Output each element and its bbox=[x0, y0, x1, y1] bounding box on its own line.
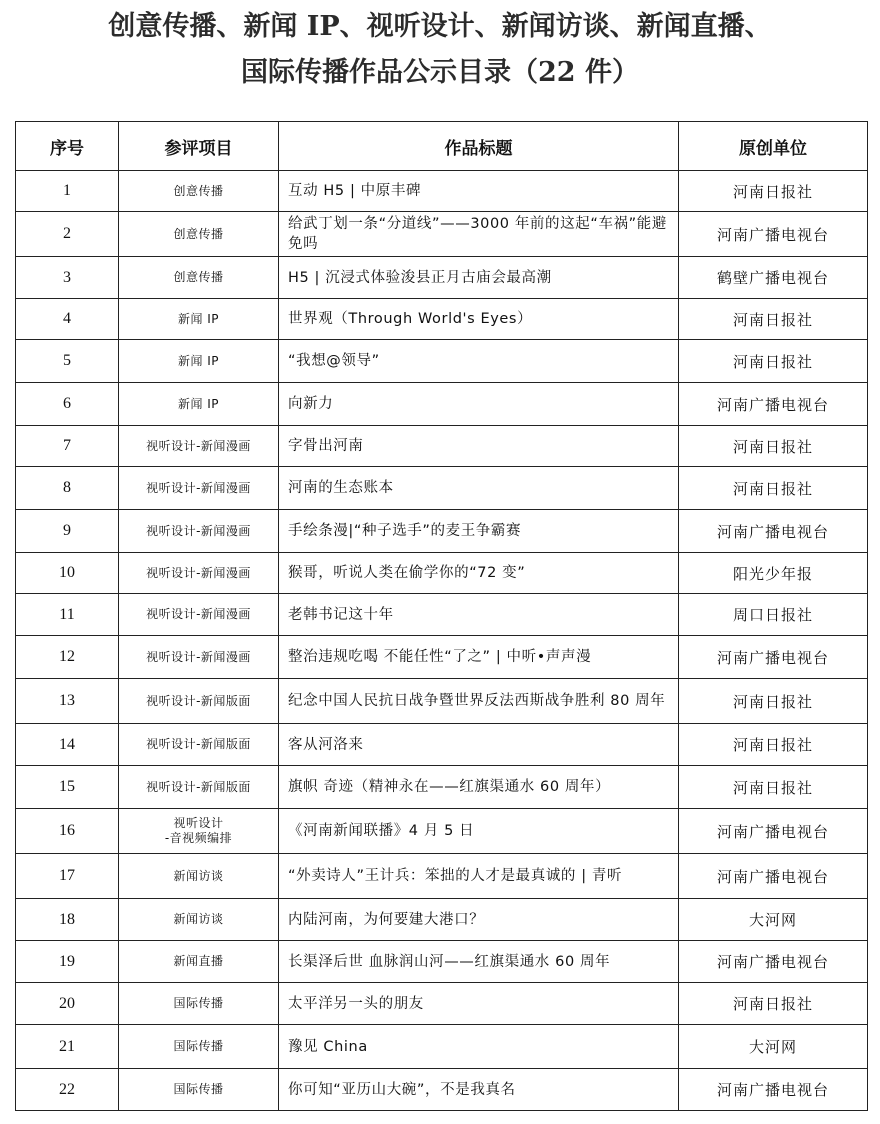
row-category: 视听设计-新闻版面 bbox=[119, 679, 279, 724]
table-row bbox=[16, 724, 868, 766]
table-row bbox=[16, 983, 868, 1025]
row-serial-number: 9 bbox=[16, 510, 119, 553]
row-original-unit: 鹤壁广播电视台 bbox=[679, 257, 868, 299]
table-row bbox=[16, 809, 868, 854]
row-original-unit: 河南日报社 bbox=[679, 299, 868, 340]
table-header-row bbox=[16, 122, 868, 171]
table-row bbox=[16, 299, 868, 340]
row-work-title: 给武丁划一条“分道线”——3000 年前的这起“车祸”能避免吗 bbox=[279, 212, 679, 257]
table-row bbox=[16, 899, 868, 941]
table-row bbox=[16, 854, 868, 899]
row-category: 视听设计-新闻漫画 bbox=[119, 553, 279, 594]
row-serial-number: 17 bbox=[16, 854, 119, 899]
table-row bbox=[16, 941, 868, 983]
row-original-unit: 河南日报社 bbox=[679, 467, 868, 510]
row-original-unit: 河南日报社 bbox=[679, 724, 868, 766]
row-category: 新闻 IP bbox=[119, 299, 279, 340]
row-work-title: 旗帜 奇迹（精神永在——红旗渠通水 60 周年） bbox=[279, 766, 679, 809]
row-category: 视听设计-新闻版面 bbox=[119, 766, 279, 809]
table-row bbox=[16, 679, 868, 724]
row-serial-number: 3 bbox=[16, 257, 119, 299]
header-serial-number: 序号 bbox=[16, 122, 119, 171]
table-row bbox=[16, 340, 868, 383]
row-original-unit: 河南广播电视台 bbox=[679, 941, 868, 983]
row-category: 创意传播 bbox=[119, 257, 279, 299]
row-work-title: H5 | 沉浸式体验浚县正月古庙会最高潮 bbox=[279, 257, 679, 299]
row-work-title: 纪念中国人民抗日战争暨世界反法西斯战争胜利 80 周年 bbox=[279, 679, 679, 724]
table-row bbox=[16, 594, 868, 636]
row-work-title: 字骨出河南 bbox=[279, 426, 679, 467]
row-work-title: 手绘条漫|“种子选手”的麦王争霸赛 bbox=[279, 510, 679, 553]
row-work-title: 互动 H5 | 中原丰碑 bbox=[279, 171, 679, 212]
works-table bbox=[15, 121, 868, 1111]
row-serial-number: 6 bbox=[16, 383, 119, 426]
table-row bbox=[16, 426, 868, 467]
row-work-title: 世界观（Through World's Eyes） bbox=[279, 299, 679, 340]
row-original-unit: 河南广播电视台 bbox=[679, 212, 868, 257]
table-row bbox=[16, 1025, 868, 1069]
row-work-title: 你可知“亚历山大碗”，不是我真名 bbox=[279, 1069, 679, 1111]
row-serial-number: 1 bbox=[16, 171, 119, 212]
table-row bbox=[16, 383, 868, 426]
row-original-unit: 河南广播电视台 bbox=[679, 510, 868, 553]
row-serial-number: 7 bbox=[16, 426, 119, 467]
row-serial-number: 10 bbox=[16, 553, 119, 594]
row-category: 新闻直播 bbox=[119, 941, 279, 983]
row-category: 国际传播 bbox=[119, 1069, 279, 1111]
row-category: 视听设计-新闻版面 bbox=[119, 724, 279, 766]
row-original-unit: 阳光少年报 bbox=[679, 553, 868, 594]
row-serial-number: 4 bbox=[16, 299, 119, 340]
row-original-unit: 河南日报社 bbox=[679, 679, 868, 724]
row-work-title: 向新力 bbox=[279, 383, 679, 426]
row-serial-number: 21 bbox=[16, 1025, 119, 1069]
table-body bbox=[16, 171, 868, 1111]
row-serial-number: 18 bbox=[16, 899, 119, 941]
row-original-unit: 河南日报社 bbox=[679, 340, 868, 383]
row-serial-number: 12 bbox=[16, 636, 119, 679]
row-category: 国际传播 bbox=[119, 983, 279, 1025]
row-category: 视听设计-新闻漫画 bbox=[119, 426, 279, 467]
row-work-title: 太平洋另一头的朋友 bbox=[279, 983, 679, 1025]
table-row bbox=[16, 636, 868, 679]
row-original-unit: 河南广播电视台 bbox=[679, 854, 868, 899]
row-original-unit: 河南日报社 bbox=[679, 766, 868, 809]
row-original-unit: 河南广播电视台 bbox=[679, 809, 868, 854]
table-row bbox=[16, 553, 868, 594]
row-work-title: 老韩书记这十年 bbox=[279, 594, 679, 636]
row-category: 新闻访谈 bbox=[119, 854, 279, 899]
row-original-unit: 大河网 bbox=[679, 1025, 868, 1069]
row-serial-number: 19 bbox=[16, 941, 119, 983]
table-row bbox=[16, 171, 868, 212]
row-serial-number: 20 bbox=[16, 983, 119, 1025]
row-category: 新闻 IP bbox=[119, 383, 279, 426]
row-original-unit: 河南日报社 bbox=[679, 983, 868, 1025]
row-category: 视听设计 -音视频编排 bbox=[119, 809, 279, 854]
row-original-unit: 河南广播电视台 bbox=[679, 383, 868, 426]
row-work-title: 豫见 China bbox=[279, 1025, 679, 1069]
table-row bbox=[16, 510, 868, 553]
table-row bbox=[16, 1069, 868, 1111]
row-work-title: 整治违规吃喝 不能任性“了之” | 中听•声声漫 bbox=[279, 636, 679, 679]
row-category: 视听设计-新闻漫画 bbox=[119, 510, 279, 553]
page-title-line-2: 国际传播作品公示目录（22 件） bbox=[241, 57, 639, 88]
row-category: 创意传播 bbox=[119, 212, 279, 257]
row-category: 视听设计-新闻漫画 bbox=[119, 636, 279, 679]
row-work-title: 长渠泽后世 血脉润山河——红旗渠通水 60 周年 bbox=[279, 941, 679, 983]
row-original-unit: 河南日报社 bbox=[679, 171, 868, 212]
table-row bbox=[16, 766, 868, 809]
row-category: 视听设计-新闻漫画 bbox=[119, 594, 279, 636]
table-row bbox=[16, 212, 868, 257]
row-original-unit: 大河网 bbox=[679, 899, 868, 941]
page-title bbox=[0, 4, 880, 96]
row-serial-number: 5 bbox=[16, 340, 119, 383]
table-row bbox=[16, 467, 868, 510]
row-original-unit: 周口日报社 bbox=[679, 594, 868, 636]
header-work-title: 作品标题 bbox=[279, 122, 679, 171]
row-work-title: 猴哥，听说人类在偷学你的“72 变” bbox=[279, 553, 679, 594]
row-serial-number: 22 bbox=[16, 1069, 119, 1111]
header-original-unit: 原创单位 bbox=[679, 122, 868, 171]
row-work-title: 客从河洛来 bbox=[279, 724, 679, 766]
row-category: 新闻访谈 bbox=[119, 899, 279, 941]
row-serial-number: 13 bbox=[16, 679, 119, 724]
row-serial-number: 2 bbox=[16, 212, 119, 257]
row-work-title: 《河南新闻联播》4 月 5 日 bbox=[279, 809, 679, 854]
row-original-unit: 河南日报社 bbox=[679, 426, 868, 467]
row-category: 国际传播 bbox=[119, 1025, 279, 1069]
row-category: 视听设计-新闻漫画 bbox=[119, 467, 279, 510]
row-work-title: 河南的生态账本 bbox=[279, 467, 679, 510]
row-serial-number: 8 bbox=[16, 467, 119, 510]
row-work-title: “外卖诗人”王计兵：笨拙的人才是最真诚的 | 青听 bbox=[279, 854, 679, 899]
header-category: 参评项目 bbox=[119, 122, 279, 171]
page-title-line-1: 创意传播、新闻 IP、视听设计、新闻访谈、新闻直播、 bbox=[108, 11, 772, 42]
row-serial-number: 16 bbox=[16, 809, 119, 854]
row-work-title: “我想@领导” bbox=[279, 340, 679, 383]
row-serial-number: 15 bbox=[16, 766, 119, 809]
table-row bbox=[16, 257, 868, 299]
row-serial-number: 11 bbox=[16, 594, 119, 636]
row-category: 创意传播 bbox=[119, 171, 279, 212]
row-serial-number: 14 bbox=[16, 724, 119, 766]
row-category: 新闻 IP bbox=[119, 340, 279, 383]
row-work-title: 内陆河南，为何要建大港口？ bbox=[279, 899, 679, 941]
row-original-unit: 河南广播电视台 bbox=[679, 1069, 868, 1111]
row-original-unit: 河南广播电视台 bbox=[679, 636, 868, 679]
